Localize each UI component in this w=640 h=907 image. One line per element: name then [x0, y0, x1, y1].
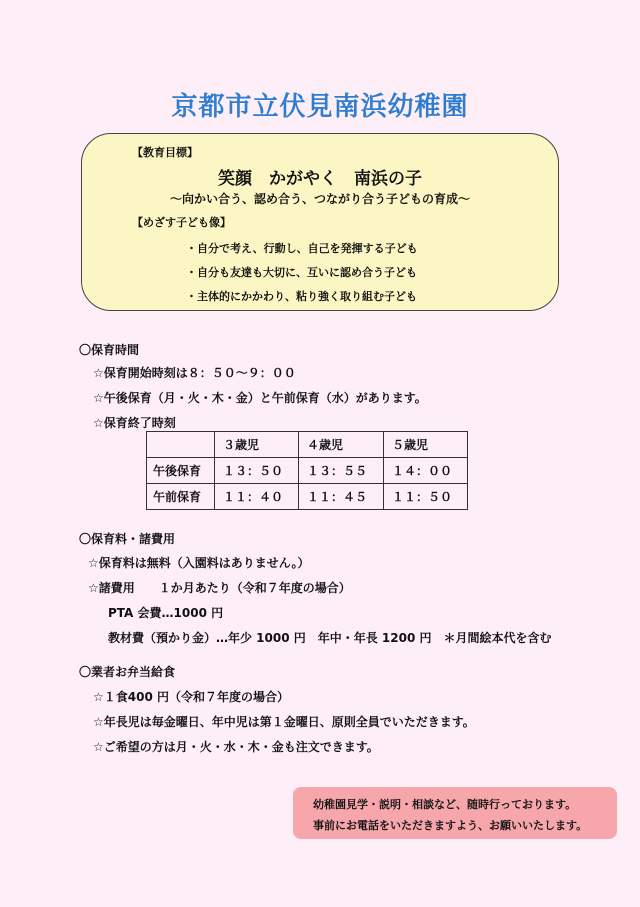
lunch-order: ☆ご希望の方は月・火・水・木・金も注文できます。 — [93, 740, 379, 754]
hours-heading: 〇保育時間 — [79, 343, 140, 357]
table-cell: １３：５０ — [215, 458, 299, 484]
table-cell: １１：４０ — [215, 484, 299, 510]
ideal-child-label: 【めざす子ども像】 — [132, 216, 231, 229]
list-item: ・自分も友達も大切に、互いに認め合う子ども — [186, 266, 417, 279]
lunch-rule: ☆年長児は毎金曜日、年中児は第１金曜日、原則全員でいただきます。 — [93, 715, 475, 729]
table-cell: 午後保育 — [147, 458, 215, 484]
fees-heading: 〇保育料・諸費用 — [79, 532, 176, 546]
education-goal-sub: ～向かい合う、認め合う、つながり合う子どもの育成～ — [169, 192, 470, 206]
contact-notice — [293, 787, 617, 839]
table-cell: １３：５５ — [299, 458, 384, 484]
table-cell: １４：００ — [384, 458, 468, 484]
table-row — [147, 484, 468, 510]
table-cell: １１：４５ — [299, 484, 384, 510]
page-title: 京都市立伏見南浜幼稚園 — [171, 92, 469, 122]
fees-pta: PTA 会費…1000 円 — [108, 606, 224, 620]
hours-schedule: ☆午後保育（月・火・木・金）と午前保育（水）があります。 — [93, 391, 427, 405]
hours-start: ☆保育開始時刻は８：５０～９：００ — [93, 366, 296, 380]
fees-misc: ☆諸費用 １か月あたり（令和７年度の場合） — [88, 581, 351, 595]
table-cell: １１：５０ — [384, 484, 468, 510]
education-goal-main: 笑顔 かがやく 南浜の子 — [218, 169, 422, 189]
table-cell — [147, 432, 215, 458]
contact-line-2: 事前にお電話をいただきますよう、お願いいたします。 — [313, 819, 588, 832]
fees-free: ☆保育料は無料（入園料はありません。） — [88, 556, 310, 570]
education-goals-box — [81, 133, 559, 311]
fees-materials: 教材費（預かり金）…年少 1000 円 年中・年長 1200 円 ＊月間絵本代を含む — [108, 631, 552, 645]
list-item: ・主体的にかかわり、粘り強く取り組む子ども — [186, 290, 417, 303]
contact-line-1: 幼稚園見学・説明・相談など、随時行っております。 — [313, 798, 577, 811]
education-goal-label: 【教育目標】 — [132, 146, 198, 159]
ideal-child-list — [186, 237, 418, 309]
lunch-price: ☆１食400 円（令和７年度の場合） — [93, 690, 289, 704]
table-row — [147, 432, 468, 458]
table-cell: 午前保育 — [147, 484, 215, 510]
list-item: ・自分で考え、行動し、自己を発揮する子ども — [186, 242, 418, 255]
hours-end-label: ☆保育終了時刻 — [93, 416, 176, 430]
end-time-table — [146, 431, 468, 510]
lunch-heading: 〇業者お弁当給食 — [79, 665, 176, 679]
table-row — [147, 458, 468, 484]
table-cell: ４歳児 — [299, 432, 384, 458]
table-cell: ５歳児 — [384, 432, 468, 458]
table-cell: ３歳児 — [215, 432, 299, 458]
